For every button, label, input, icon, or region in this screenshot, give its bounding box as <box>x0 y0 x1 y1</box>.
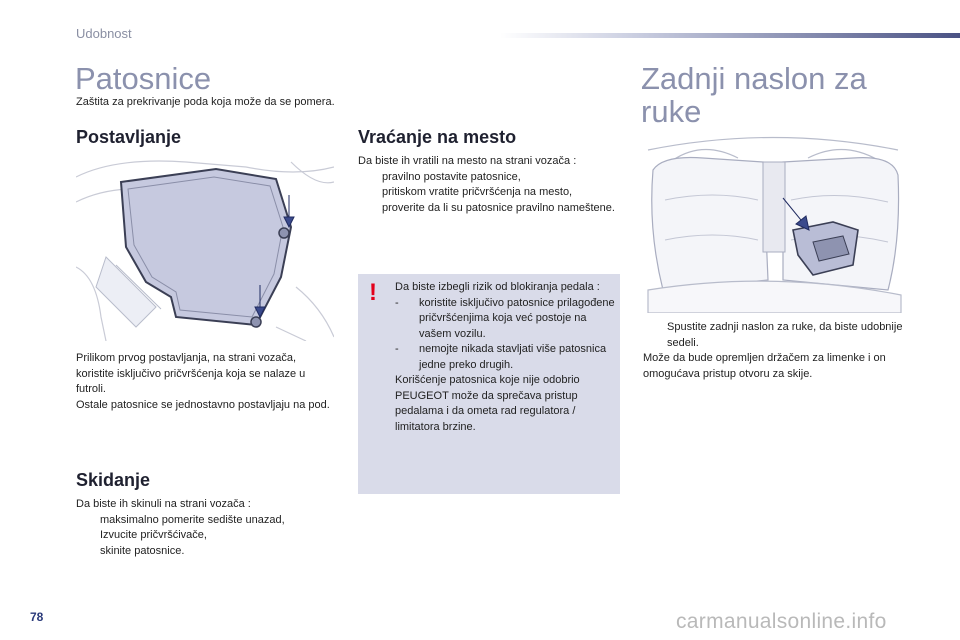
list-item: Izvucite pričvršćivače, <box>100 529 207 541</box>
heading-postavljanje: Postavljanje <box>76 127 182 147</box>
header-divider <box>500 33 960 38</box>
list-item: pritiskom vratite pričvršćenja na mesto, <box>382 186 573 198</box>
heading-vracanje: Vraćanje na mesto <box>358 127 517 147</box>
list-item: proverite da li su patosnice pravilno nameštene. <box>382 201 615 214</box>
list-item: - koristite isključivo patosnice prilagođene pričvršćenjima koja već postoje na vašem vozilu. <box>395 296 615 340</box>
list-item: skinite patosnice. <box>100 544 185 557</box>
exclamation-icon: ! <box>369 279 377 306</box>
postavljanje-paragraph: Prilikom prvog postavljanja, na strani vozača, koristite isključivo pričvršćenja koja se nalaze u futroli. <box>76 352 306 395</box>
warning-outro: Korišćenje patosnica koje nije odobrio PEUGEOT može da sprečava pristup pedalama i da ometa rad regulatora / limitatora brzine. <box>395 374 580 433</box>
watermark: carmanualsonline.info <box>676 610 887 633</box>
floor-mat-illustration <box>76 157 334 341</box>
heading-skidanje: Skidanje <box>76 470 151 490</box>
vracanje-intro: Da biste ih vratili na mesto na strani vozača : <box>358 155 577 167</box>
dash-marker: - <box>395 343 399 355</box>
list-item: Spustite zadnji naslon za ruke, da biste udobnije sedeli. <box>667 321 903 349</box>
page-intro: Zaštita za prekrivanje poda koja može da se pomera. <box>76 96 335 108</box>
armrest-text <box>643 320 918 382</box>
list-item: pravilno postavite patosnice, <box>382 170 521 183</box>
skidanje-intro: Da biste ih skinuli na strani vozača : <box>76 498 251 510</box>
section-title-armrest: Zadnji naslon za ruke <box>641 61 867 129</box>
skidanje-text <box>76 497 336 559</box>
section-label: Udobnost <box>76 26 132 41</box>
list-item: - nemojte nikada stavljati više patosnica jedne preko drugih. <box>395 343 607 371</box>
vracanje-text <box>358 154 628 216</box>
postavljanje-paragraph: Ostale patosnice se jednostavno postavljaju na pod. <box>76 398 330 411</box>
list-item: maksimalno pomerite sedište unazad, <box>100 513 285 526</box>
rear-armrest-illustration <box>643 130 905 313</box>
warning-intro: Da biste izbegli rizik od blokiranja pedala : <box>395 281 600 293</box>
page-title: Patosnice <box>75 61 212 96</box>
postavljanje-text <box>76 351 331 413</box>
warning-text <box>395 280 615 435</box>
dash-marker: - <box>395 296 399 309</box>
page-number: 78 <box>30 610 44 624</box>
armrest-paragraph: Može da bude opremljen držačem za limenke i on omogućava pristup otvoru za skije. <box>643 352 886 380</box>
